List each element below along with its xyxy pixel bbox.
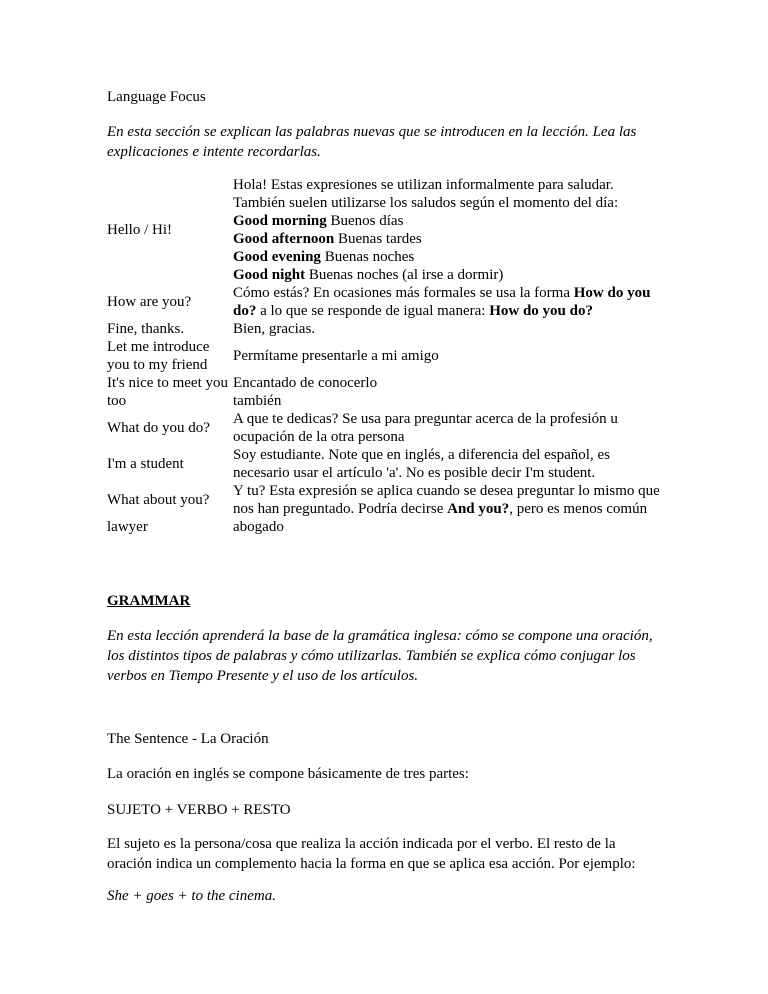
language-focus-intro: En esta sección se explican las palabras nuevas que se introducen en la lección. Lea las explicaciones e intente recordarlas. (107, 124, 637, 160)
definition-line (233, 212, 667, 230)
translation: Buenas tardes (334, 231, 422, 247)
term-line: Let me introduce (107, 339, 210, 355)
sentence-paragraph: La oración en inglés se compone básicamente de tres partes: (107, 766, 469, 782)
definition-text: , pero es menos común (509, 501, 648, 517)
vocabulary-table (107, 176, 667, 536)
vocab-term: Hello / Hi! (107, 222, 172, 238)
translation: Buenas noches (al irse a dormir) (305, 267, 504, 283)
definition-line (233, 248, 667, 266)
vocab-term: It's nice to meet you (107, 375, 229, 391)
vocab-row-lawyer (107, 518, 667, 536)
vocab-definition (233, 482, 667, 518)
definition-line: También suelen utilizarse los saludos según el momento del día: (233, 195, 619, 211)
definition-text: Cómo estás? En ocasiones más formales se usa la forma (233, 285, 574, 301)
vocab-term (107, 338, 233, 374)
vocab-term: What do you do? (107, 420, 210, 436)
vocab-definition (233, 284, 667, 320)
definition-line (233, 266, 667, 284)
vocab-row-too (107, 392, 667, 410)
bold-phrase: Good night (233, 267, 306, 283)
definition-line (233, 230, 667, 248)
vocab-definition: Bien, gracias. (233, 321, 316, 337)
vocab-row-student (107, 446, 667, 482)
vocab-definition: también (233, 393, 282, 409)
vocab-term: I'm a student (107, 456, 184, 472)
sentence-title: The Sentence - La Oración (107, 731, 269, 747)
definition-text: Y tu? Esta expresión se aplica cuando se desea preguntar lo mismo que nos han preguntado. Podría decirse (233, 483, 660, 517)
vocab-row-nice (107, 374, 667, 392)
bold-phrase: Good evening (233, 249, 321, 265)
bold-phrase: How do you do? (489, 303, 593, 319)
vocab-definition: Encantado de conocerlo (233, 375, 378, 391)
term-line: you to my friend (107, 357, 208, 373)
definition-text: a lo que se responde de igual manera: (256, 303, 490, 319)
bold-phrase: Good afternoon (233, 231, 335, 247)
definition-line: Hola! Estas expresiones se utilizan informalmente para saludar. (233, 177, 614, 193)
vocab-row-fine (107, 320, 667, 338)
language-focus-title: Language Focus (107, 89, 206, 105)
grammar-intro: En esta lección aprenderá la base de la gramática inglesa: cómo se compone una oración, los distintos tipos de palabras y cómo utilizarlas. También se explica cómo conjugar los verbos en Tiempo Presente y el uso de los artículos. (107, 628, 653, 684)
bold-phrase: How do you do? (233, 285, 651, 319)
vocab-term: lawyer (107, 519, 148, 535)
vocab-definition: abogado (233, 519, 284, 535)
vocab-row-how-are-you (107, 284, 667, 320)
sentence-paragraph: El sujeto es la persona/cosa que realiza la acción indicada por el verbo. El resto de la oración indica un complemento hacia la forma en que se aplica esa acción. Por ejemplo: (107, 836, 636, 872)
vocab-term: What about you? (107, 492, 210, 508)
vocab-term: Fine, thanks. (107, 321, 185, 337)
bold-phrase: And you? (447, 501, 510, 517)
grammar-title: GRAMMAR (107, 593, 191, 609)
vocab-definition: A que te dedicas? Se usa para preguntar acerca de la profesión u ocupación de la otra persona (233, 411, 618, 445)
vocab-definition: Permítame presentarle a mi amigo (233, 348, 439, 364)
sentence-example: She + goes + to the cinema. (107, 888, 276, 904)
vocab-term: too (107, 393, 127, 409)
translation: Buenas noches (320, 249, 415, 265)
vocab-row-what-do-you-do (107, 410, 667, 446)
vocab-row-introduce (107, 338, 667, 374)
vocab-row-what-about-you (107, 482, 667, 518)
vocab-definition (233, 176, 667, 284)
vocab-definition: Soy estudiante. Note que en inglés, a diferencia del español, es necesario usar el artículo 'a'. No es posible decir I'm student. (233, 447, 610, 481)
bold-phrase: Good morning (233, 213, 327, 229)
translation: Buenos días (326, 213, 404, 229)
sentence-formula: SUJETO + VERBO + RESTO (107, 802, 291, 818)
vocab-term: How are you? (107, 294, 192, 310)
vocab-row-hello (107, 176, 667, 284)
